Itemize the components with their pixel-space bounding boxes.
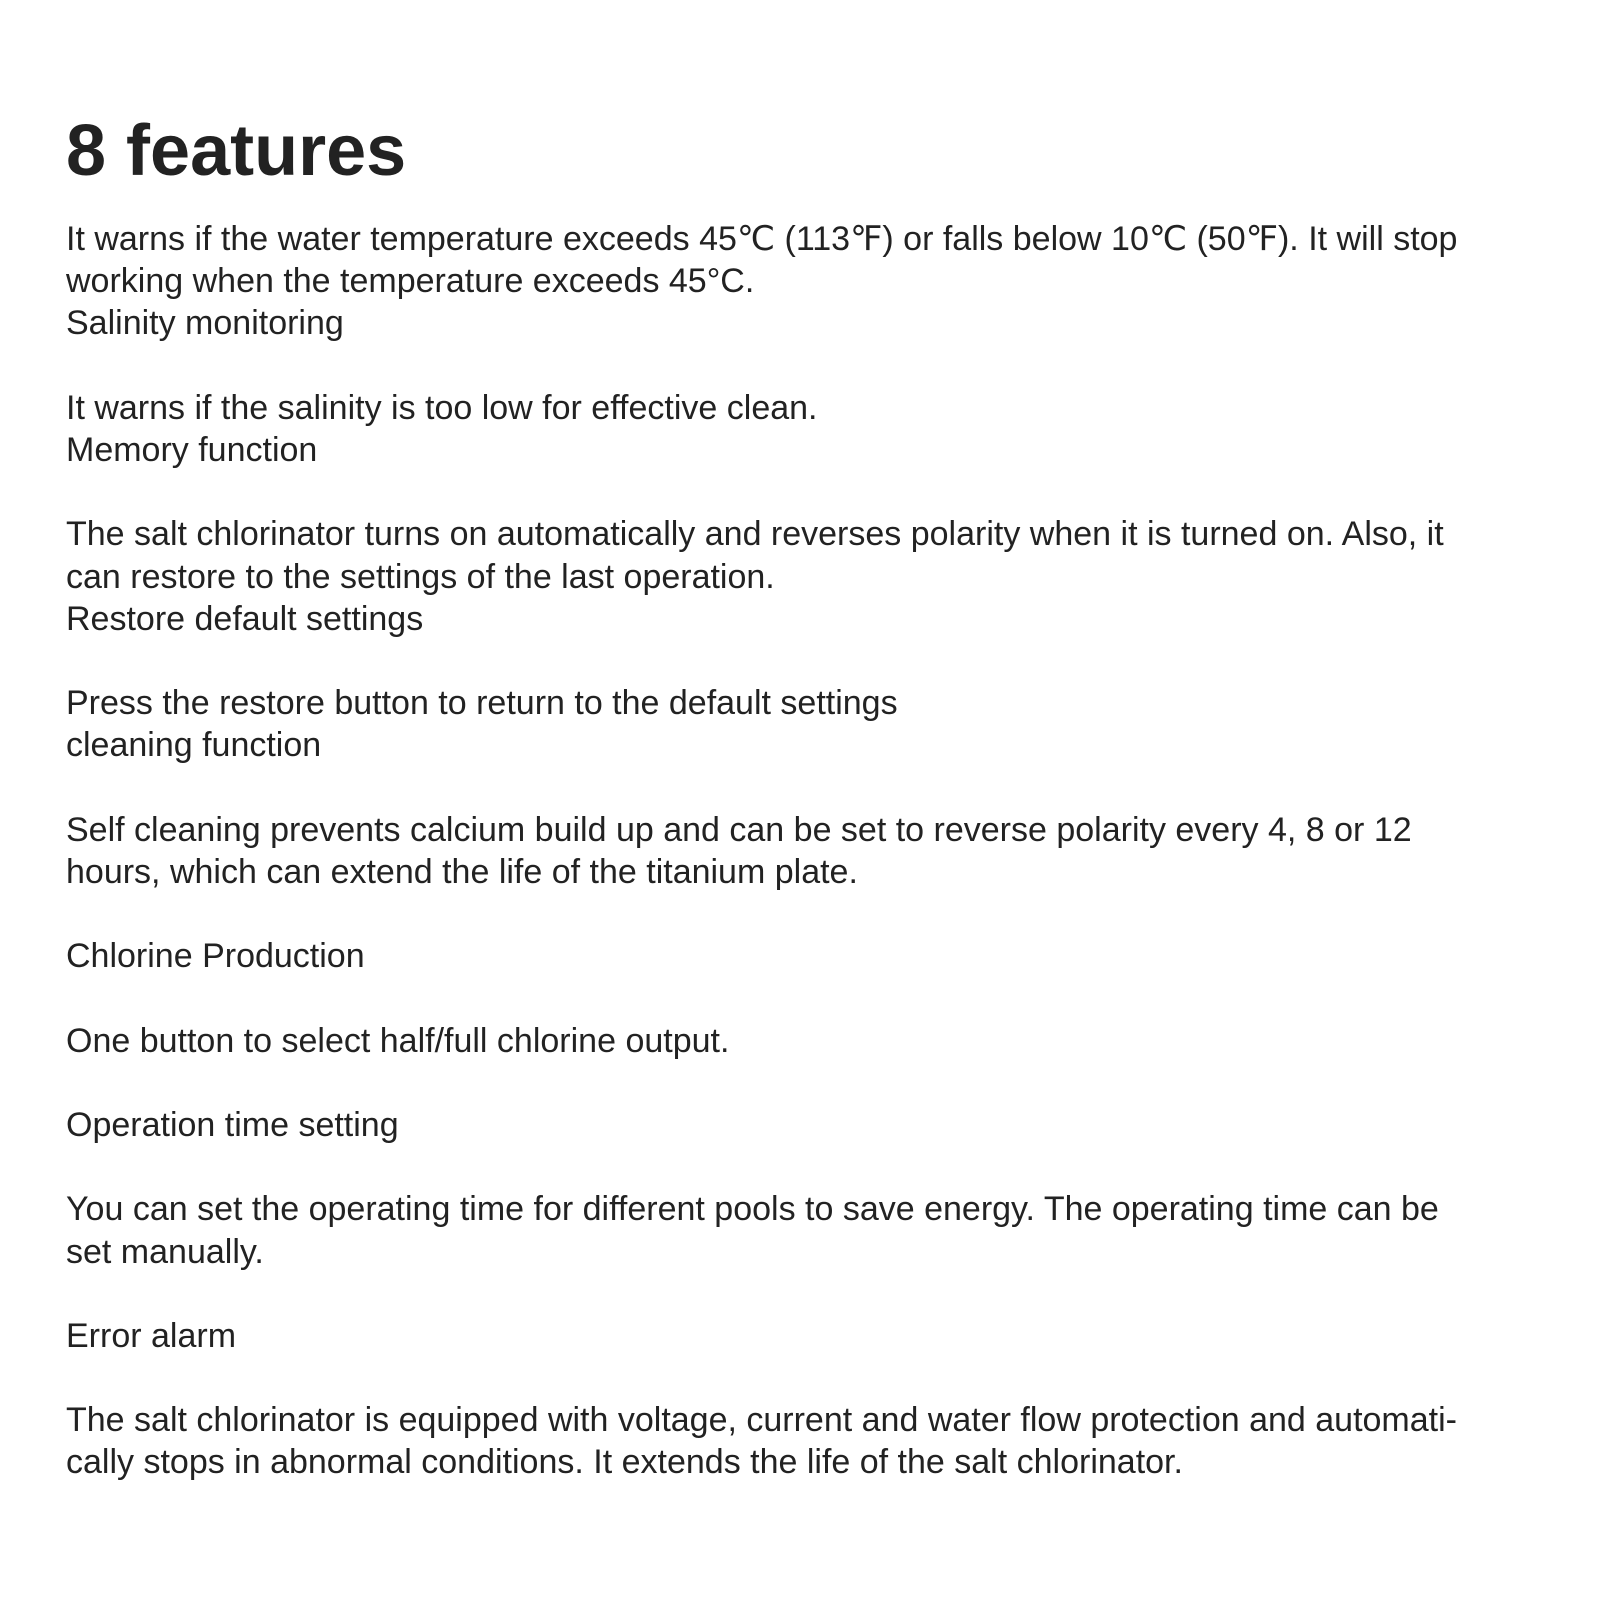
paragraph-line: The salt chlorinator is equipped with voltage, current and water flow protection and automati- [66, 1401, 1457, 1440]
spacer [66, 766, 1556, 808]
section-heading-operation-time: Operation time setting [66, 1105, 399, 1144]
section-heading-cleaning: cleaning function [66, 726, 322, 765]
spacer [66, 345, 1556, 387]
section-heading-chlorine: Chlorine Production [66, 937, 365, 976]
spacer [66, 893, 1556, 935]
paragraph-line: set manually. [66, 1232, 264, 1271]
paragraph-line: It warns if the salinity is too low for effective clean. [66, 388, 818, 427]
paragraph-line: can restore to the settings of the last operation. [66, 557, 775, 596]
paragraph-line: hours, which can extend the life of the titanium plate. [66, 852, 858, 891]
paragraph-line: Self cleaning prevents calcium build up and can be set to reverse polarity every 4, 8 or 12 [66, 810, 1412, 849]
paragraph-line: The salt chlorinator turns on automatically and reverses polarity when it is turned on. Also, it [66, 515, 1444, 554]
paragraph-line: cally stops in abnormal conditions. It extends the life of the salt chlorinator. [66, 1443, 1183, 1482]
page-title: 8 features [66, 111, 407, 191]
paragraph-line: One button to select half/full chlorine output. [66, 1021, 730, 1060]
paragraph-line: It warns if the water temperature exceeds 45℃ (113℉) or falls below 10℃ (50℉). It will stop [66, 220, 1458, 258]
paragraph-line: Press the restore button to return to the default settings [66, 684, 898, 723]
spacer [66, 471, 1556, 513]
spacer [66, 1062, 1556, 1104]
section-heading-salinity: Salinity monitoring [66, 304, 344, 343]
spacer [66, 977, 1556, 1019]
section-heading-memory: Memory function [66, 430, 318, 469]
features-body [66, 218, 1556, 1484]
spacer [66, 640, 1556, 682]
paragraph-line: working when the temperature exceeds 45°C. [66, 262, 755, 301]
paragraph-line: You can set the operating time for different pools to save energy. The operating time can be [66, 1190, 1439, 1229]
spacer [66, 1273, 1556, 1315]
spacer [66, 1146, 1556, 1188]
section-heading-error-alarm: Error alarm [66, 1316, 237, 1355]
section-heading-restore: Restore default settings [66, 599, 424, 638]
spacer [66, 1357, 1556, 1399]
